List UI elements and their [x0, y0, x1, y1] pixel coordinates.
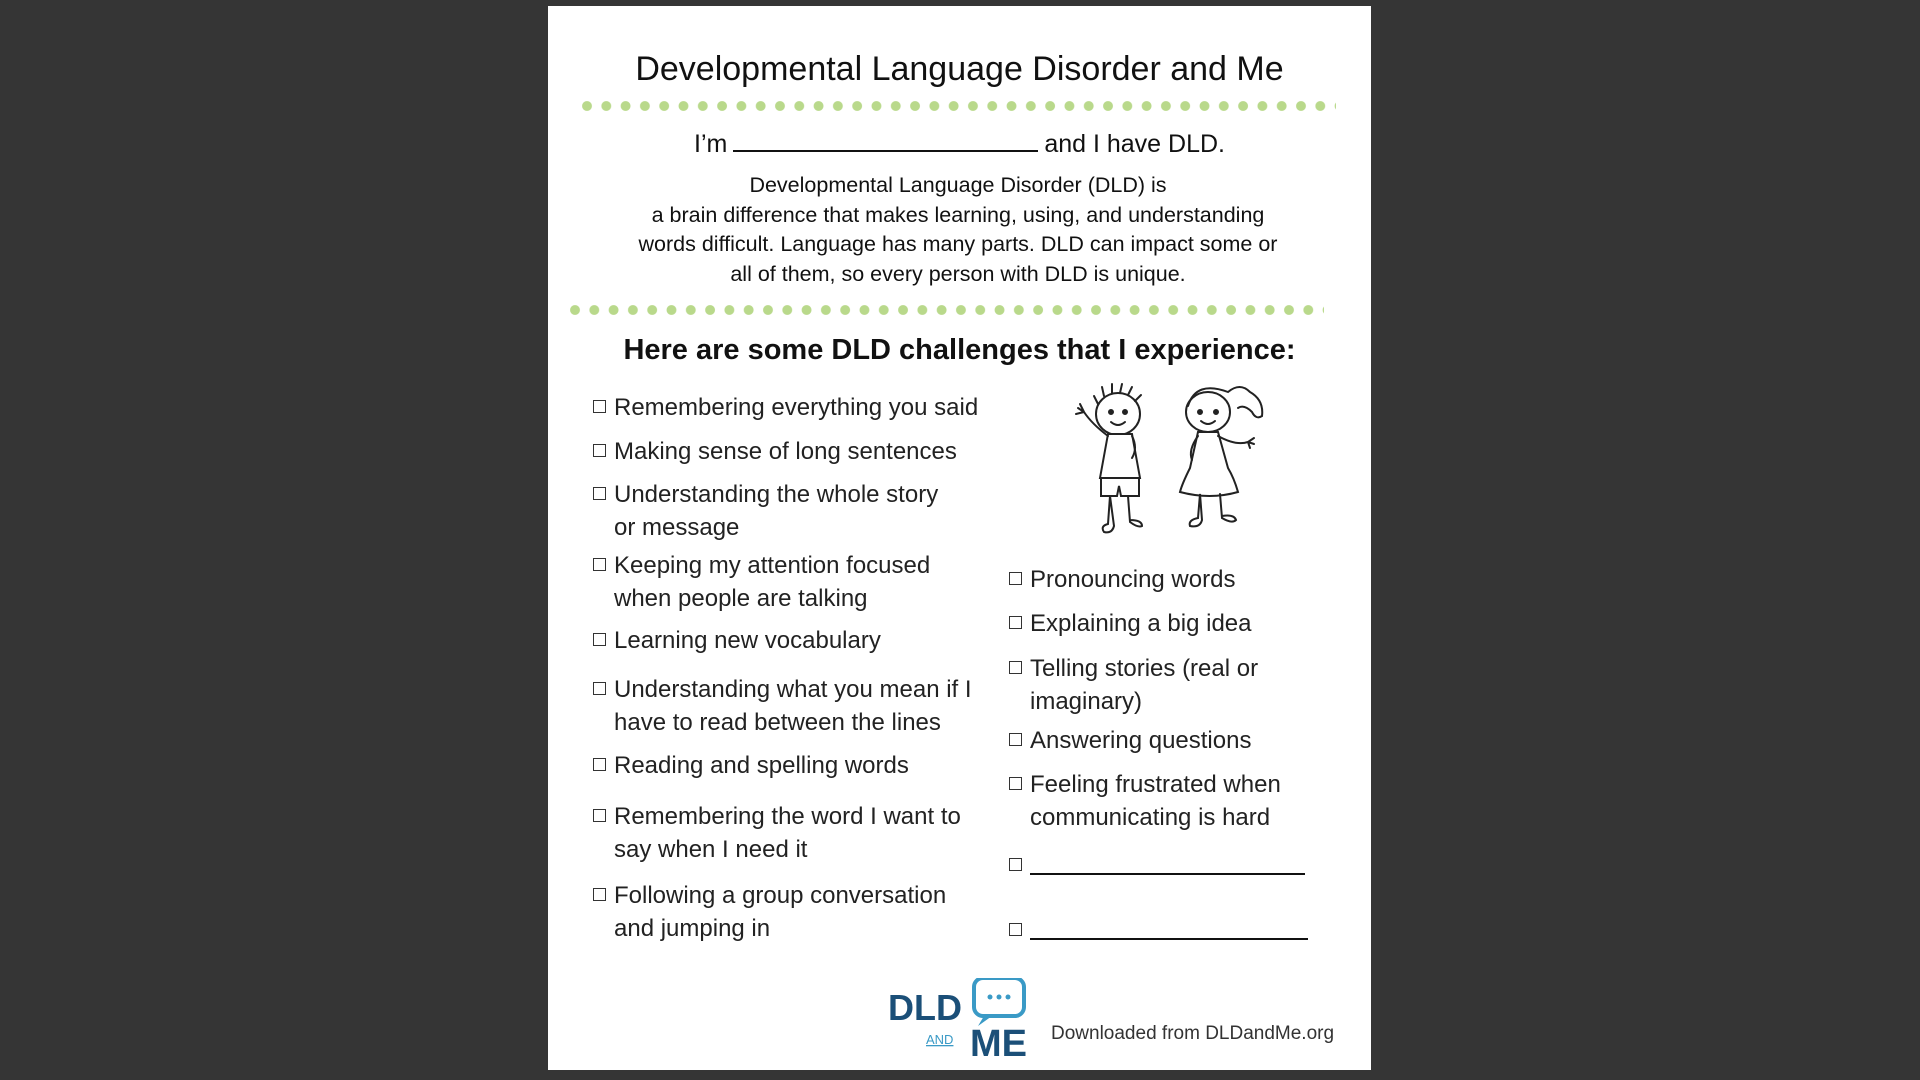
checklist-item[interactable]: [1009, 724, 1251, 757]
checkbox[interactable]: [593, 758, 606, 771]
checklist-item-blank[interactable]: [1009, 849, 1305, 875]
checklist-item[interactable]: [593, 673, 972, 739]
checkbox[interactable]: [593, 809, 606, 822]
checklist-label: Feeling frustrated when communicating is hard: [1030, 771, 1281, 831]
checklist-item[interactable]: [593, 391, 978, 424]
checklist-item[interactable]: [593, 749, 909, 782]
logo-dld-text: DLD: [888, 987, 962, 1028]
checklist-label: Remembering the word I want to say when I need it: [614, 803, 961, 863]
name-line: [548, 130, 1371, 159]
checklist-item[interactable]: [1009, 607, 1252, 640]
checkbox[interactable]: [1009, 858, 1022, 871]
checklist-label: Pronouncing words: [1030, 566, 1236, 593]
checklist-label: Making sense of long sentences: [614, 438, 957, 465]
checkbox[interactable]: [1009, 777, 1022, 790]
boy-drawing-icon: [1076, 384, 1142, 532]
checkbox[interactable]: [593, 633, 606, 646]
checklist-item[interactable]: [593, 478, 938, 544]
dotted-divider-top: [582, 101, 1336, 111]
checklist-label: Remembering everything you said: [614, 394, 979, 421]
kids-illustration: [1068, 374, 1278, 564]
intro-text: Developmental Language Disorder (DLD) is a brain difference that makes learning, using, and understanding words difficult. Language has many parts. DLD can impact some or all of them, so every person with DLD is unique.: [638, 173, 1278, 286]
checklist-label: Following a group conversation and jumping in: [614, 882, 947, 942]
checklist-item[interactable]: [593, 549, 930, 615]
checkbox[interactable]: [593, 444, 606, 457]
checkbox[interactable]: [593, 487, 606, 500]
checklist-item[interactable]: [1009, 768, 1281, 834]
checklist-label: Reading and spelling words: [614, 752, 909, 779]
checklist-label: Keeping my attention focused when people are talking: [614, 552, 931, 612]
checklist-label: Understanding what you mean if I have to read between the lines: [614, 676, 972, 736]
footer-attribution: Downloaded from DLDandMe.org: [1051, 1023, 1335, 1044]
checklist-item[interactable]: [1009, 652, 1258, 718]
logo-and-text: AND: [926, 1032, 954, 1047]
blank-line[interactable]: [1030, 849, 1305, 875]
checklist-item[interactable]: [593, 435, 957, 468]
checklist-item[interactable]: [593, 879, 946, 945]
checklist-label: Explaining a big idea: [1030, 610, 1252, 637]
im-prefix: I’m: [694, 130, 728, 158]
checkbox[interactable]: [593, 888, 606, 901]
intro-paragraph: [608, 171, 1308, 289]
checklist-item-blank[interactable]: [1009, 914, 1308, 940]
challenges-heading: Here are some DLD challenges that I experience:: [623, 334, 1296, 366]
checklist-item[interactable]: [593, 800, 961, 866]
checklist-item[interactable]: [1009, 563, 1235, 596]
checklist-item[interactable]: [593, 624, 881, 657]
girl-drawing-icon: [1180, 387, 1262, 526]
name-blank[interactable]: [733, 130, 1038, 152]
checkbox[interactable]: [1009, 923, 1022, 936]
checkbox[interactable]: [593, 558, 606, 571]
checkbox[interactable]: [1009, 661, 1022, 674]
checklist-label: Understanding the whole story or message: [614, 481, 939, 541]
checkbox[interactable]: [1009, 733, 1022, 746]
worksheet-page: [548, 6, 1371, 1070]
im-suffix: and I have DLD.: [1044, 130, 1225, 158]
checkbox[interactable]: [593, 400, 606, 413]
checklist-label: Telling stories (real or imaginary): [1030, 655, 1259, 715]
checklist-label: Learning new vocabulary: [614, 627, 881, 654]
blank-line[interactable]: [1030, 914, 1308, 940]
dotted-divider-bottom: [570, 305, 1324, 315]
logo-me-text: ME: [970, 1023, 1027, 1058]
checkbox[interactable]: [1009, 572, 1022, 585]
checklist-label: Answering questions: [1030, 727, 1252, 754]
dld-and-me-logo: [888, 978, 1038, 1058]
checkbox[interactable]: [1009, 616, 1022, 629]
page-title: Developmental Language Disorder and Me: [635, 50, 1284, 88]
checkbox[interactable]: [593, 682, 606, 695]
